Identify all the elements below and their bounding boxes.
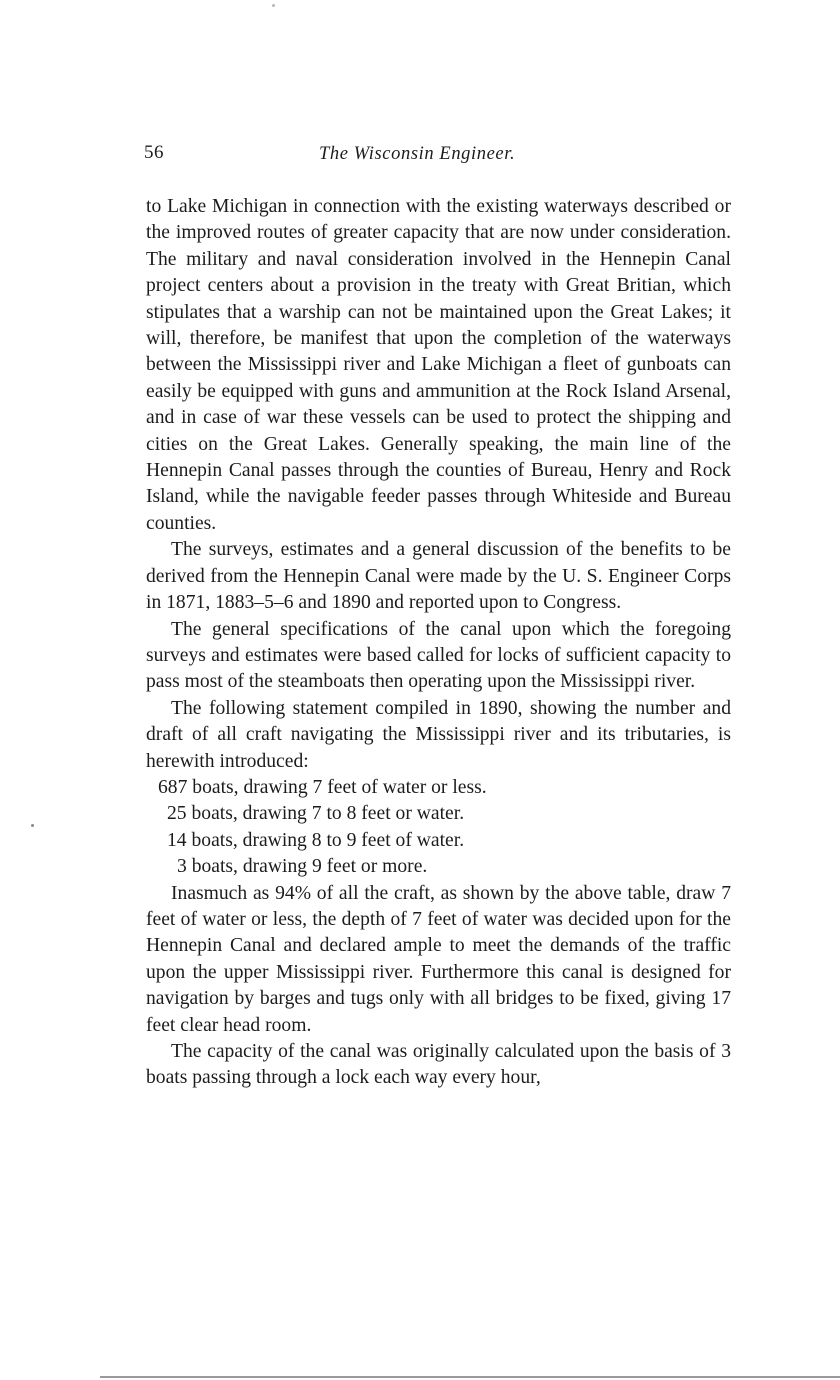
- paragraph-statement: The following statement compiled in 1890, showing the number and draft of all craft navigating the Mississippi river and its tributaries, is herewith introduced:: [146, 697, 731, 772]
- paragraph-surveys: The surveys, estimates and a general discussion of the benefits to be derived from the Hennepin Canal were made by the U. S. Engineer Corps in 1871, 1883–5–6 and 1890 and reported upon to Congress.: [146, 539, 731, 614]
- page-number: 56: [144, 142, 164, 163]
- running-header: [144, 142, 744, 172]
- table-row: 687 boats, drawing 7 feet of water or less.: [158, 776, 487, 798]
- journal-title: The Wisconsin Engineer.: [319, 144, 516, 164]
- scan-speck: [31, 824, 34, 827]
- table-row: 14 boats, drawing 8 to 9 feet of water.: [167, 829, 465, 851]
- table-row: 25 boats, drawing 7 to 8 feet or water.: [167, 803, 465, 825]
- paragraph-continued: to Lake Michigan in connection with the existing waterways described or the improved routes of greater capacity that are now under consideration. The military and naval consideration involved in the Hennepin Canal project centers about a provision in the treaty with Great Britian, which stipulates that a warship can not be maintained upon the Great Lakes; it will, therefore, be manifest that upon the completion of the waterways between the Mississippi river and Lake Michigan a fleet of gunboats can easily be equipped with guns and ammunition at the Rock Island Arsenal, and in case of war these vessels can be used to protect the shipping and cities on the Great Lakes. Generally speaking, the main line of the Hennepin Canal passes through the counties of Bureau, Henry and Rock Island, while the navigable feeder passes through Whiteside and Bureau counties.: [146, 196, 731, 534]
- boat-draft-table: [146, 775, 731, 881]
- scan-speck: [272, 4, 275, 7]
- article-body: [146, 194, 731, 1092]
- table-row: 3 boats, drawing 9 feet or more.: [177, 856, 428, 878]
- paragraph-inasmuch: Inasmuch as 94% of all the craft, as shown by the above table, draw 7 feet of water or less, the depth of 7 feet of water was decided upon for the Hennepin Canal and declared ample to meet the demands of the traffic upon the upper Mississippi river. Furthermore this canal is designed for navigation by barges and tugs only with all bridges to be fixed, giving 17 feet clear head room.: [146, 882, 731, 1036]
- paragraph-specifications: The general specifications of the canal upon which the foregoing surveys and estimates were based called for locks of sufficient capacity to pass most of the steamboats then operating upon the Mississippi river.: [146, 618, 731, 693]
- scan-edge-line: [100, 1376, 840, 1378]
- paragraph-capacity: The capacity of the canal was originally calculated upon the basis of 3 boats passing through a lock each way every hour,: [146, 1041, 731, 1089]
